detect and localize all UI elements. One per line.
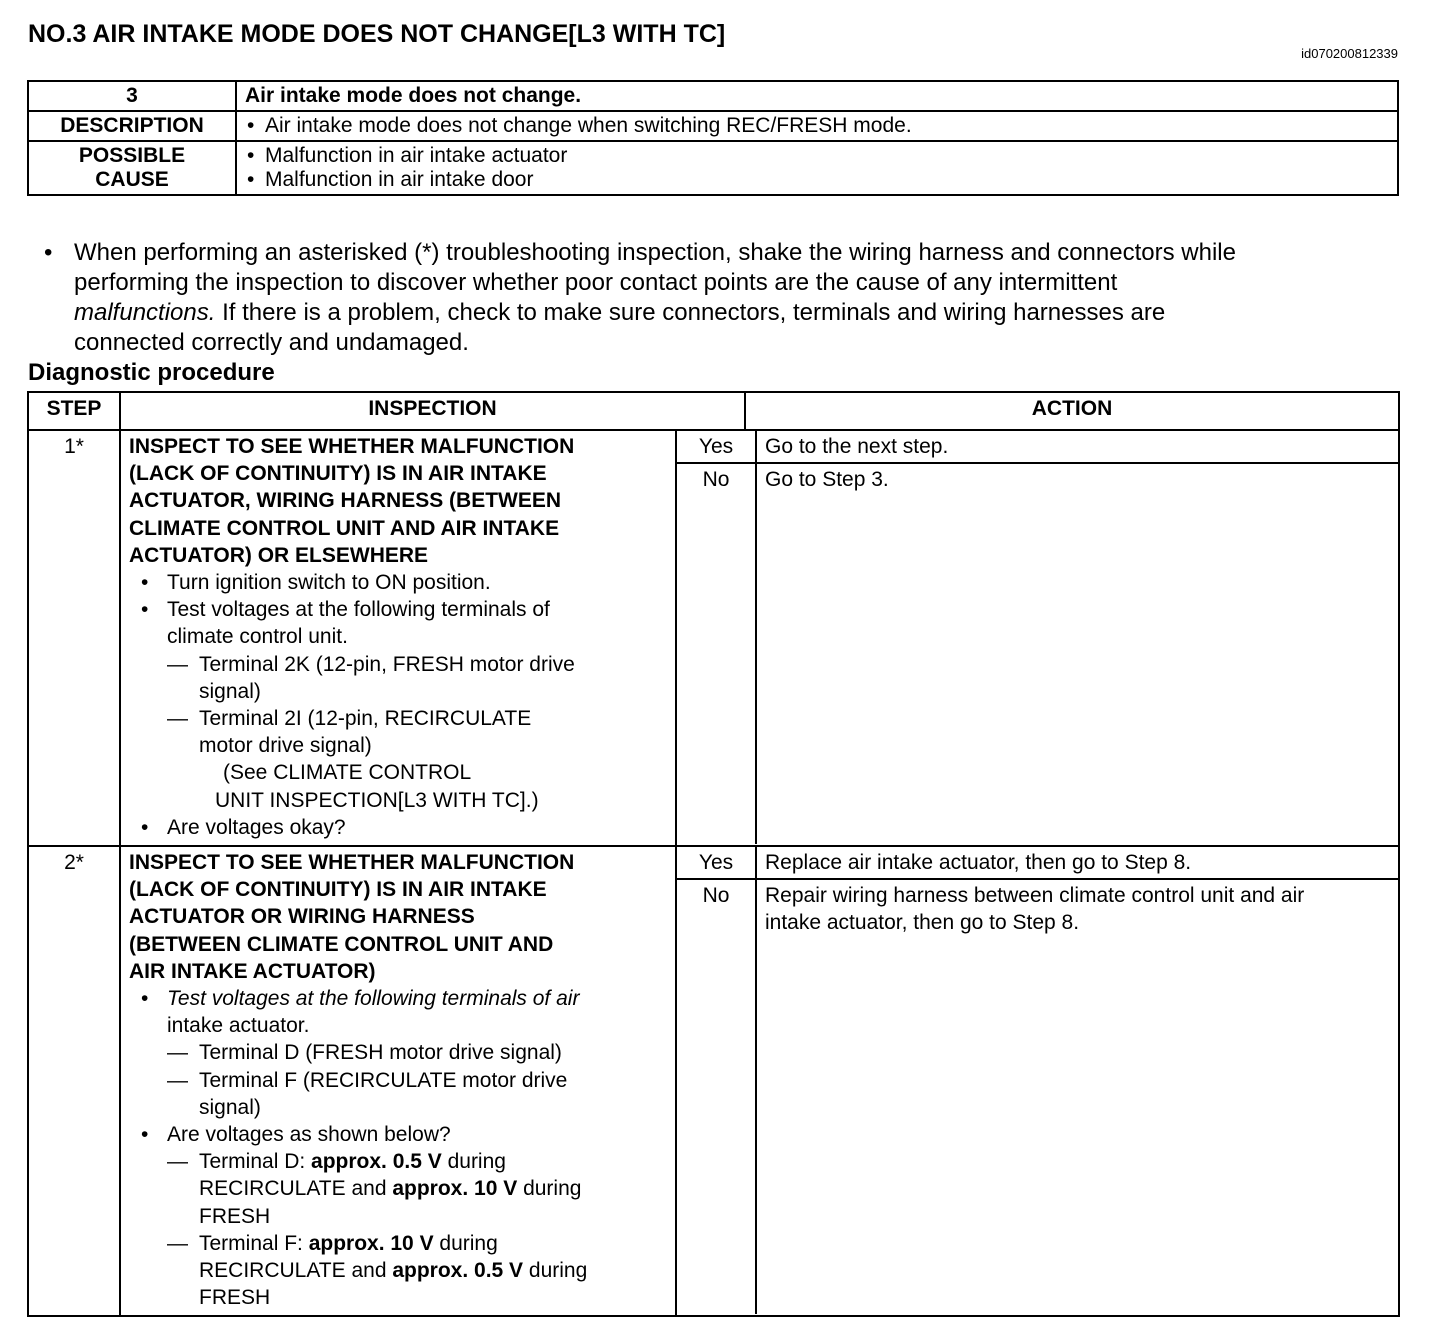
inspection-sub-item: — Terminal 2K (12-pin, FRESH motor drive signal) (129, 651, 667, 705)
sub-item-line: motor drive signal) (199, 734, 372, 758)
symptom-number: 3 (28, 81, 236, 111)
yes-action-row (677, 431, 1398, 464)
possible-cause-label-line: POSSIBLE (78, 144, 186, 167)
inspection-title-line: ACTUATOR) OR ELSEWHERE (129, 543, 429, 567)
sub-item-line (199, 1257, 667, 1284)
symptom-summary-table (27, 80, 1399, 196)
voltage-value: approx. 0.5 V (392, 1259, 524, 1283)
no-action: Go to Step 3. (765, 468, 889, 492)
table-row (28, 141, 1398, 195)
yes-label: Yes (677, 431, 757, 462)
reference-link[interactable] (129, 759, 667, 813)
text-fragment: Terminal D: (199, 1150, 312, 1174)
step-inspection (120, 430, 676, 846)
table-row (28, 111, 1398, 141)
inspection-title-line: (LACK OF CONTINUITY) IS IN AIR INTAKE (129, 462, 547, 486)
no-action-row (677, 464, 1398, 844)
text-fragment: RECIRCULATE and (199, 1259, 393, 1283)
note-line (74, 298, 1402, 328)
no-label: No (677, 880, 757, 1314)
voltage-value: approx. 0.5 V (311, 1150, 442, 1174)
inspection-title-line: INSPECT TO SEE WHETHER MALFUNCTION (129, 851, 575, 874)
possible-cause-item: • Malfunction in air intake actuator (245, 144, 1389, 168)
possible-cause-label-line: CAUSE (95, 168, 169, 191)
inspection-bullet: • Are voltages okay? (129, 814, 667, 841)
text-fragment: during (441, 1150, 506, 1174)
text-fragment: during (517, 1177, 582, 1201)
yes-action: Replace air intake actuator, then go to Step 8. (765, 851, 1192, 874)
note-line: • When performing an asterisked (*) troubleshooting inspection, shake the wiring harness and connectors while (74, 239, 1236, 266)
voltage-value: approx. 10 V (392, 1177, 518, 1201)
possible-cause-item: • Malfunction in air intake door (245, 168, 1389, 192)
inspection-title-line: (LACK OF CONTINUITY) IS IN AIR INTAKE (129, 878, 547, 902)
inspection-sub-item: — Terminal 2I (12-pin, RECIRCULATE motor drive signal) (129, 705, 667, 759)
description-label: DESCRIPTION (28, 111, 236, 141)
table-row (28, 846, 1399, 1316)
note-fragment: If there is a problem, check to make sure connectors, terminals and wiring harnesses are (215, 299, 1166, 326)
document-id: id070200812339 (1301, 46, 1398, 61)
column-header-step: STEP (28, 392, 120, 430)
action-line: intake actuator, then go to Step 8. (765, 911, 1080, 935)
yes-label: Yes (677, 847, 757, 878)
table-row (28, 430, 1399, 846)
no-action-row (677, 880, 1398, 1314)
sub-item-line: Terminal 2K (12-pin, FRESH motor drive (199, 652, 575, 676)
sub-item-line: Terminal D (FRESH motor drive signal) (199, 1041, 562, 1065)
text-fragment: during (433, 1231, 498, 1255)
step-inspection (120, 846, 676, 1316)
sub-item-line: FRESH (199, 1204, 271, 1228)
possible-cause-label (28, 141, 236, 195)
inspection-bullet (129, 596, 667, 650)
step-actions (676, 846, 1399, 1316)
text-fragment: RECIRCULATE and (199, 1177, 393, 1201)
sub-item-line (199, 1230, 667, 1257)
inspection-bullet: • Are voltages as shown below? (129, 1121, 667, 1148)
diagnostic-procedure-table (27, 391, 1400, 1317)
sub-item-line: signal) (199, 679, 261, 703)
step-actions (676, 430, 1399, 846)
note-line: performing the inspection to discover whether poor contact points are the cause of any intermittent (74, 269, 1118, 296)
inspection-bullet-line: intake actuator. (167, 1014, 310, 1038)
inspection-title-line: AIR INTAKE ACTUATOR) (129, 959, 376, 983)
inspection-title-line: (BETWEEN CLIMATE CONTROL UNIT AND (129, 932, 554, 956)
inspection-bullet-line: • Test voltages at the following terminals of (167, 598, 550, 622)
yes-action-row (677, 847, 1398, 880)
step-number: 2* (28, 846, 120, 1316)
inspection-sub-item: — Terminal F (RECIRCULATE motor drive signal) (129, 1067, 667, 1121)
inspection-bullet (129, 985, 667, 1039)
inspection-bullet-line: • Test voltages at the following terminals of air (167, 987, 580, 1011)
yes-action: Go to the next step. (765, 435, 949, 458)
reference-line: UNIT INSPECTION[L3 WITH TC].) (215, 788, 539, 812)
symptom-heading: Air intake mode does not change. (236, 81, 1398, 111)
inspection-bullet: • Turn ignition switch to ON position. (129, 569, 667, 596)
inspection-bullet-line: climate control unit. (167, 625, 348, 649)
inspection-title-line: CLIMATE CONTROL UNIT AND AIR INTAKE (129, 516, 560, 540)
sub-item-line: Terminal 2I (12-pin, RECIRCULATE (199, 707, 532, 731)
table-row (28, 81, 1398, 111)
inspection-sub-item: — Terminal D (FRESH motor drive signal) (129, 1039, 667, 1066)
column-header-action: ACTION (745, 392, 1399, 430)
inspection-note (42, 238, 1402, 358)
inspection-title-line: ACTUATOR, WIRING HARNESS (BETWEEN (129, 489, 562, 513)
sub-item-line: signal) (199, 1095, 261, 1119)
section-heading: Diagnostic procedure (28, 359, 275, 386)
sub-item-line (199, 1148, 667, 1175)
inspection-title-line: ACTUATOR OR WIRING HARNESS (129, 905, 475, 929)
sub-item-line: FRESH (199, 1286, 271, 1310)
note-fragment: malfunctions. (74, 299, 216, 326)
reference-line: (See CLIMATE CONTROL (223, 761, 472, 785)
sub-item-line (199, 1175, 667, 1202)
note-line: connected correctly and undamaged. (74, 329, 469, 356)
sub-item-line: Terminal F (RECIRCULATE motor drive (199, 1068, 568, 1092)
description-text: • Air intake mode does not change when switching REC/FRESH mode. (245, 114, 1389, 138)
table-header-row (28, 392, 1399, 430)
step-number: 1* (28, 430, 120, 846)
voltage-value: approx. 10 V (308, 1231, 434, 1255)
column-header-inspection: INSPECTION (120, 392, 745, 430)
action-line: Repair wiring harness between climate control unit and air (765, 884, 1305, 908)
inspection-title-line: INSPECT TO SEE WHETHER MALFUNCTION (129, 435, 575, 458)
inspection-sub-item: — Terminal F: approx. 10 V during RECIRCULATE and approx. 0.5 V during FRESH (129, 1230, 667, 1312)
page-title: NO.3 AIR INTAKE MODE DOES NOT CHANGE[L3 WITH TC] (28, 20, 726, 48)
text-fragment: Terminal F: (199, 1231, 309, 1255)
no-label: No (677, 464, 757, 844)
inspection-sub-item: — Terminal D: approx. 0.5 V during RECIRCULATE and approx. 10 V during FRESH (129, 1148, 667, 1230)
no-action (757, 880, 1398, 1314)
text-fragment: during (523, 1259, 588, 1283)
